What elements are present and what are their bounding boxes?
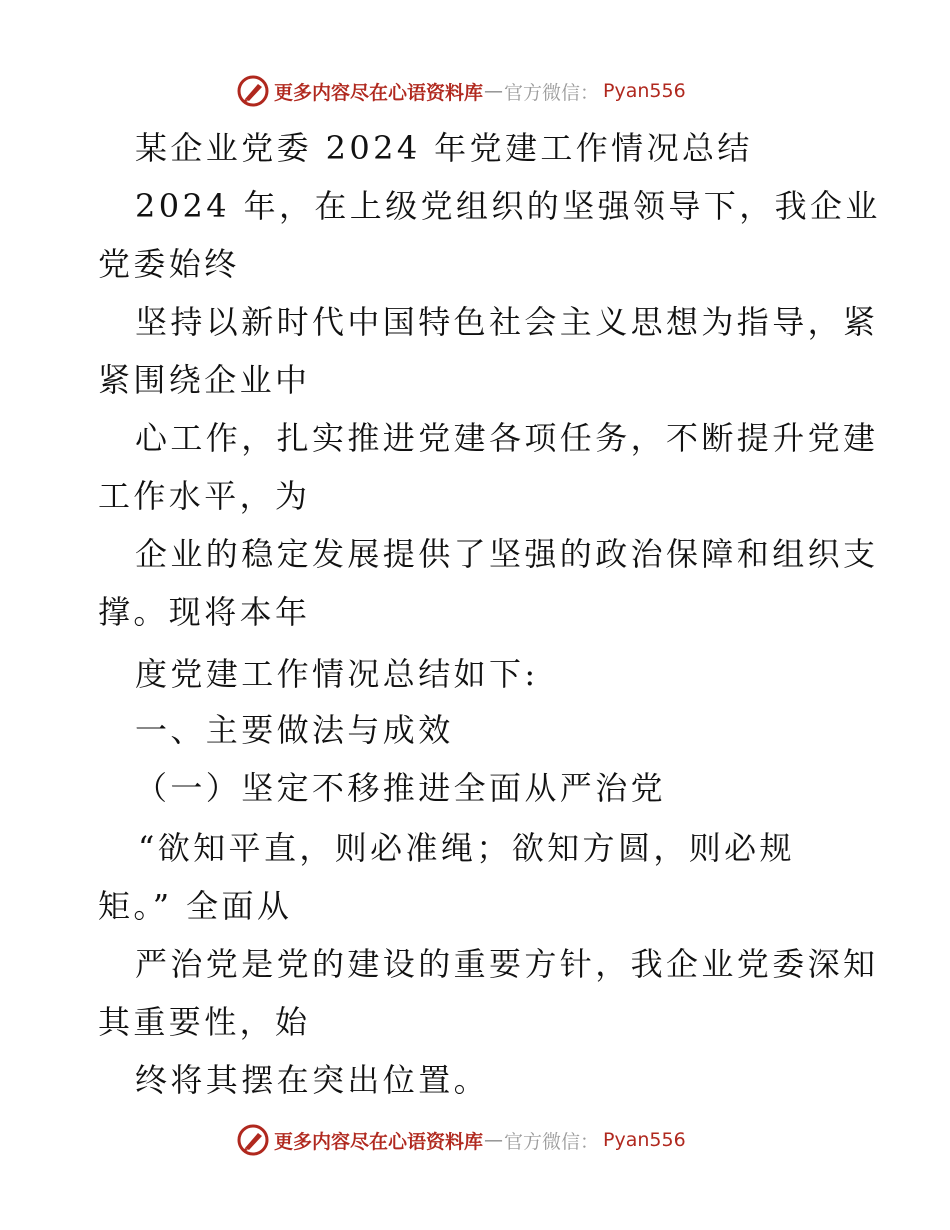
footer-watermark — [236, 1123, 686, 1157]
watermark-main-text: 更多内容尽在心语资料库 — [274, 81, 484, 104]
paragraph-line: 工作水平，为 — [98, 477, 311, 515]
watermark-sub-text: 官方微信： — [504, 1130, 600, 1153]
watermark-dash: — — [484, 1129, 504, 1151]
watermark-main-text: 更多内容尽在心语资料库 — [274, 1130, 484, 1153]
paragraph-line: 企业的稳定发展提供了坚强的政治保障和组织支 — [135, 535, 879, 573]
paragraph-line: 坚持以新时代中国特色社会主义思想为指导，紧 — [135, 303, 879, 341]
quote-line: “欲知平直，则必准绳；欲知方圆，则必规 — [138, 829, 795, 867]
watermark-dash: — — [484, 80, 504, 102]
paragraph-line: 党委始终 — [98, 245, 240, 283]
pen-logo-icon — [236, 74, 270, 108]
subsection-heading: （一）坚定不移推进全面从严治党 — [135, 769, 667, 807]
paragraph-line: 严治党是党的建设的重要方针，我企业党委深知 — [135, 945, 879, 983]
paragraph-line: 度党建工作情况总结如下: — [135, 655, 539, 693]
header-watermark — [236, 74, 686, 108]
paragraph-line: 矩。” 全面从 — [98, 887, 293, 925]
paragraph-line: 2024 年，在上级党组织的坚强领导下，我企业 — [135, 187, 881, 225]
watermark-sub-text: 官方微信： — [504, 81, 600, 104]
watermark-handle: Pyan556 — [603, 80, 686, 102]
paragraph-line: 终将其摆在突出位置。 — [135, 1061, 490, 1099]
paragraph-line: 紧围绕企业中 — [98, 361, 311, 399]
document-title: 某企业党委 2024 年党建工作情况总结 — [135, 129, 753, 167]
watermark-handle: Pyan556 — [603, 1129, 686, 1151]
pen-logo-icon — [236, 1123, 270, 1157]
paragraph-line: 其重要性，始 — [98, 1003, 311, 1041]
paragraph-line: 撑。现将本年 — [98, 593, 311, 631]
paragraph-line: 心工作，扎实推进党建各项任务，不断提升党建 — [135, 419, 879, 457]
section-heading: 一、主要做法与成效 — [135, 711, 454, 749]
